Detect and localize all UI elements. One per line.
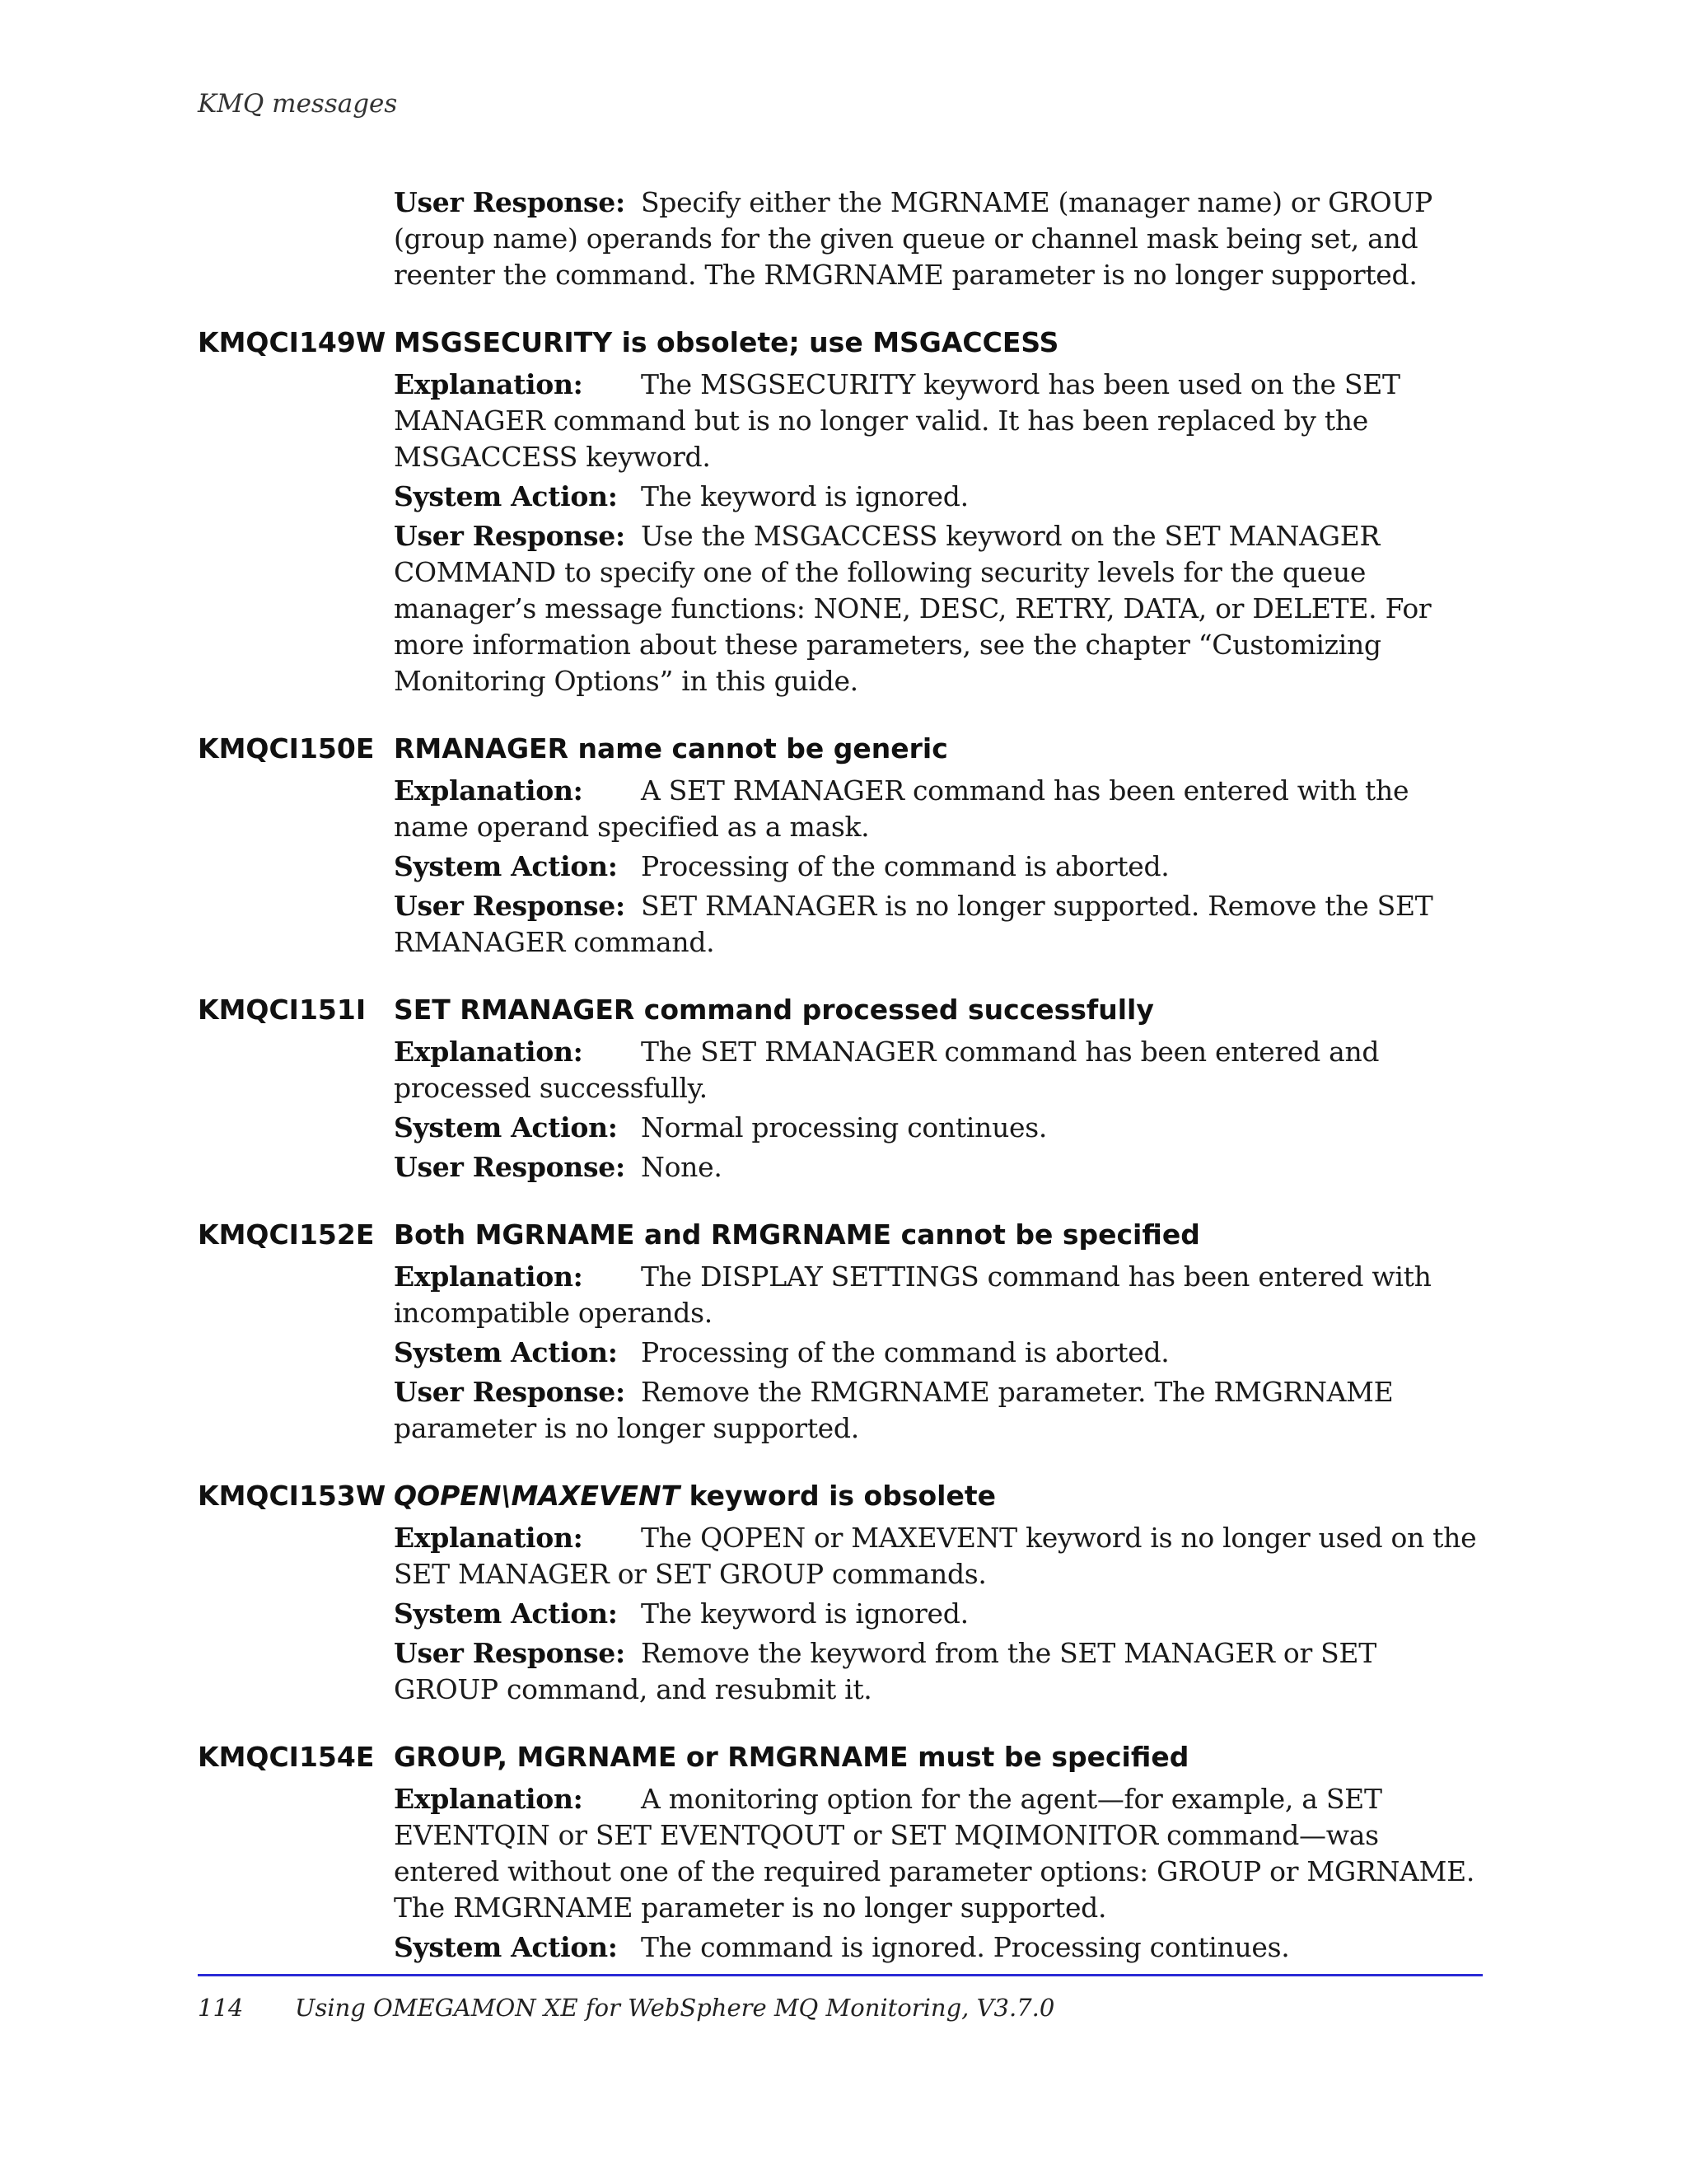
- page-number: 114: [198, 1994, 244, 2022]
- footer-rule: [198, 1974, 1483, 1976]
- explanation-label: Explanation:: [394, 1522, 583, 1554]
- explanation-text: The QOPEN or MAXEVENT keyword is no longer used on the SET MANAGER or SET GROUP commands.: [394, 1522, 1477, 1590]
- message-title-keyword: QOPEN\MAXEVENT: [394, 1480, 680, 1512]
- message-id: KMQCI149W: [198, 326, 386, 358]
- explanation-text: The MSGSECURITY keyword has been used on the SET MANAGER command but is no longer valid. It has been replaced by the MSGACCESS keyword.: [394, 368, 1400, 473]
- user-response-label: User Response:: [394, 1151, 625, 1183]
- explanation-label: Explanation:: [394, 1036, 583, 1068]
- explanation-label: Explanation:: [394, 774, 583, 807]
- system-action-label: System Action:: [394, 1111, 618, 1143]
- user-response-text: SET RMANAGER is no longer supported. Remove the SET RMANAGER command.: [394, 890, 1433, 958]
- user-response-text: Specify either the MGRNAME (manager name) or GROUP (group name) operands for the given queue or channel mask being set, and reenter the command. The RMGRNAME parameter is no longer supported.: [394, 186, 1432, 291]
- system-action-text: Processing of the command is aborted.: [641, 1336, 1170, 1368]
- user-response-label: User Response:: [394, 520, 625, 552]
- intro-user-response: [394, 185, 1483, 293]
- explanation-label: Explanation:: [394, 368, 583, 400]
- system-action-label: System Action:: [394, 1336, 618, 1368]
- message-kmqci149w: [198, 326, 1483, 699]
- system-action-text: Normal processing continues.: [641, 1111, 1048, 1143]
- message-id: KMQCI150E: [198, 732, 375, 765]
- system-action-text: The keyword is ignored.: [641, 1597, 969, 1630]
- message-title: Both MGRNAME and RMGRNAME cannot be specified: [394, 1218, 1200, 1251]
- message-title: SET RMANAGER command processed successfully: [394, 994, 1154, 1026]
- message-title: [394, 1480, 996, 1512]
- explanation-label: Explanation:: [394, 1783, 583, 1815]
- user-response-text: Remove the keyword from the SET MANAGER or SET GROUP command, and resubmit it.: [394, 1637, 1376, 1705]
- user-response-label: User Response:: [394, 1637, 625, 1669]
- system-action-text: The keyword is ignored.: [641, 480, 969, 512]
- page-content: [198, 185, 1483, 1969]
- message-kmqci150e: [198, 732, 1483, 961]
- book-title: Using OMEGAMON XE for WebSphere MQ Monitoring, V3.7.0: [295, 1994, 1055, 2022]
- message-title-rest: keyword is obsolete: [680, 1480, 996, 1512]
- system-action-text: The command is ignored. Processing continues.: [641, 1931, 1290, 1963]
- message-id: KMQCI152E: [198, 1218, 375, 1251]
- page-footer: [198, 1994, 1054, 2022]
- system-action-text: Processing of the command is aborted.: [641, 850, 1170, 882]
- message-kmqci151i: [198, 994, 1483, 1186]
- message-id: KMQCI153W: [198, 1480, 386, 1512]
- user-response-label: User Response:: [394, 890, 625, 922]
- explanation-label: Explanation:: [394, 1260, 583, 1293]
- system-action-label: System Action:: [394, 1931, 618, 1963]
- message-kmqci152e: [198, 1218, 1483, 1447]
- explanation-text: The DISPLAY SETTINGS command has been entered with incompatible operands.: [394, 1260, 1432, 1329]
- message-kmqci153w: [198, 1480, 1483, 1708]
- system-action-label: System Action:: [394, 1597, 618, 1630]
- running-header: KMQ messages: [198, 89, 398, 119]
- system-action-label: System Action:: [394, 850, 618, 882]
- system-action-label: System Action:: [394, 480, 618, 512]
- explanation-text: The SET RMANAGER command has been entered and processed successfully.: [394, 1036, 1380, 1104]
- message-id: KMQCI151I: [198, 994, 367, 1026]
- message-title: GROUP, MGRNAME or RMGRNAME must be specified: [394, 1741, 1189, 1773]
- message-title: MSGSECURITY is obsolete; use MSGACCESS: [394, 326, 1059, 358]
- user-response-label: User Response:: [394, 186, 625, 218]
- explanation-text: A SET RMANAGER command has been entered with the name operand specified as a mask.: [394, 774, 1409, 843]
- explanation-text: A monitoring option for the agent—for example, a SET EVENTQIN or SET EVENTQOUT or SET MQIMONITOR command—was entered without one of the required parameter options: GROUP or MGRNAME. The RMGRNAME parameter is no longer supported.: [394, 1783, 1475, 1924]
- message-id: KMQCI154E: [198, 1741, 375, 1773]
- user-response-text: Use the MSGACCESS keyword on the SET MANAGER COMMAND to specify one of the following security levels for the queue manager’s message functions: NONE, DESC, RETRY, DATA, or DELETE. For more information about these parameters, see the chapter “Customizing Monitoring Options” in this guide.: [394, 520, 1432, 697]
- user-response-text: Remove the RMGRNAME parameter. The RMGRNAME parameter is no longer supported.: [394, 1376, 1394, 1444]
- user-response-text: None.: [641, 1151, 722, 1183]
- message-kmqci154e: [198, 1741, 1483, 1966]
- message-title: RMANAGER name cannot be generic: [394, 732, 948, 765]
- user-response-label: User Response:: [394, 1376, 625, 1408]
